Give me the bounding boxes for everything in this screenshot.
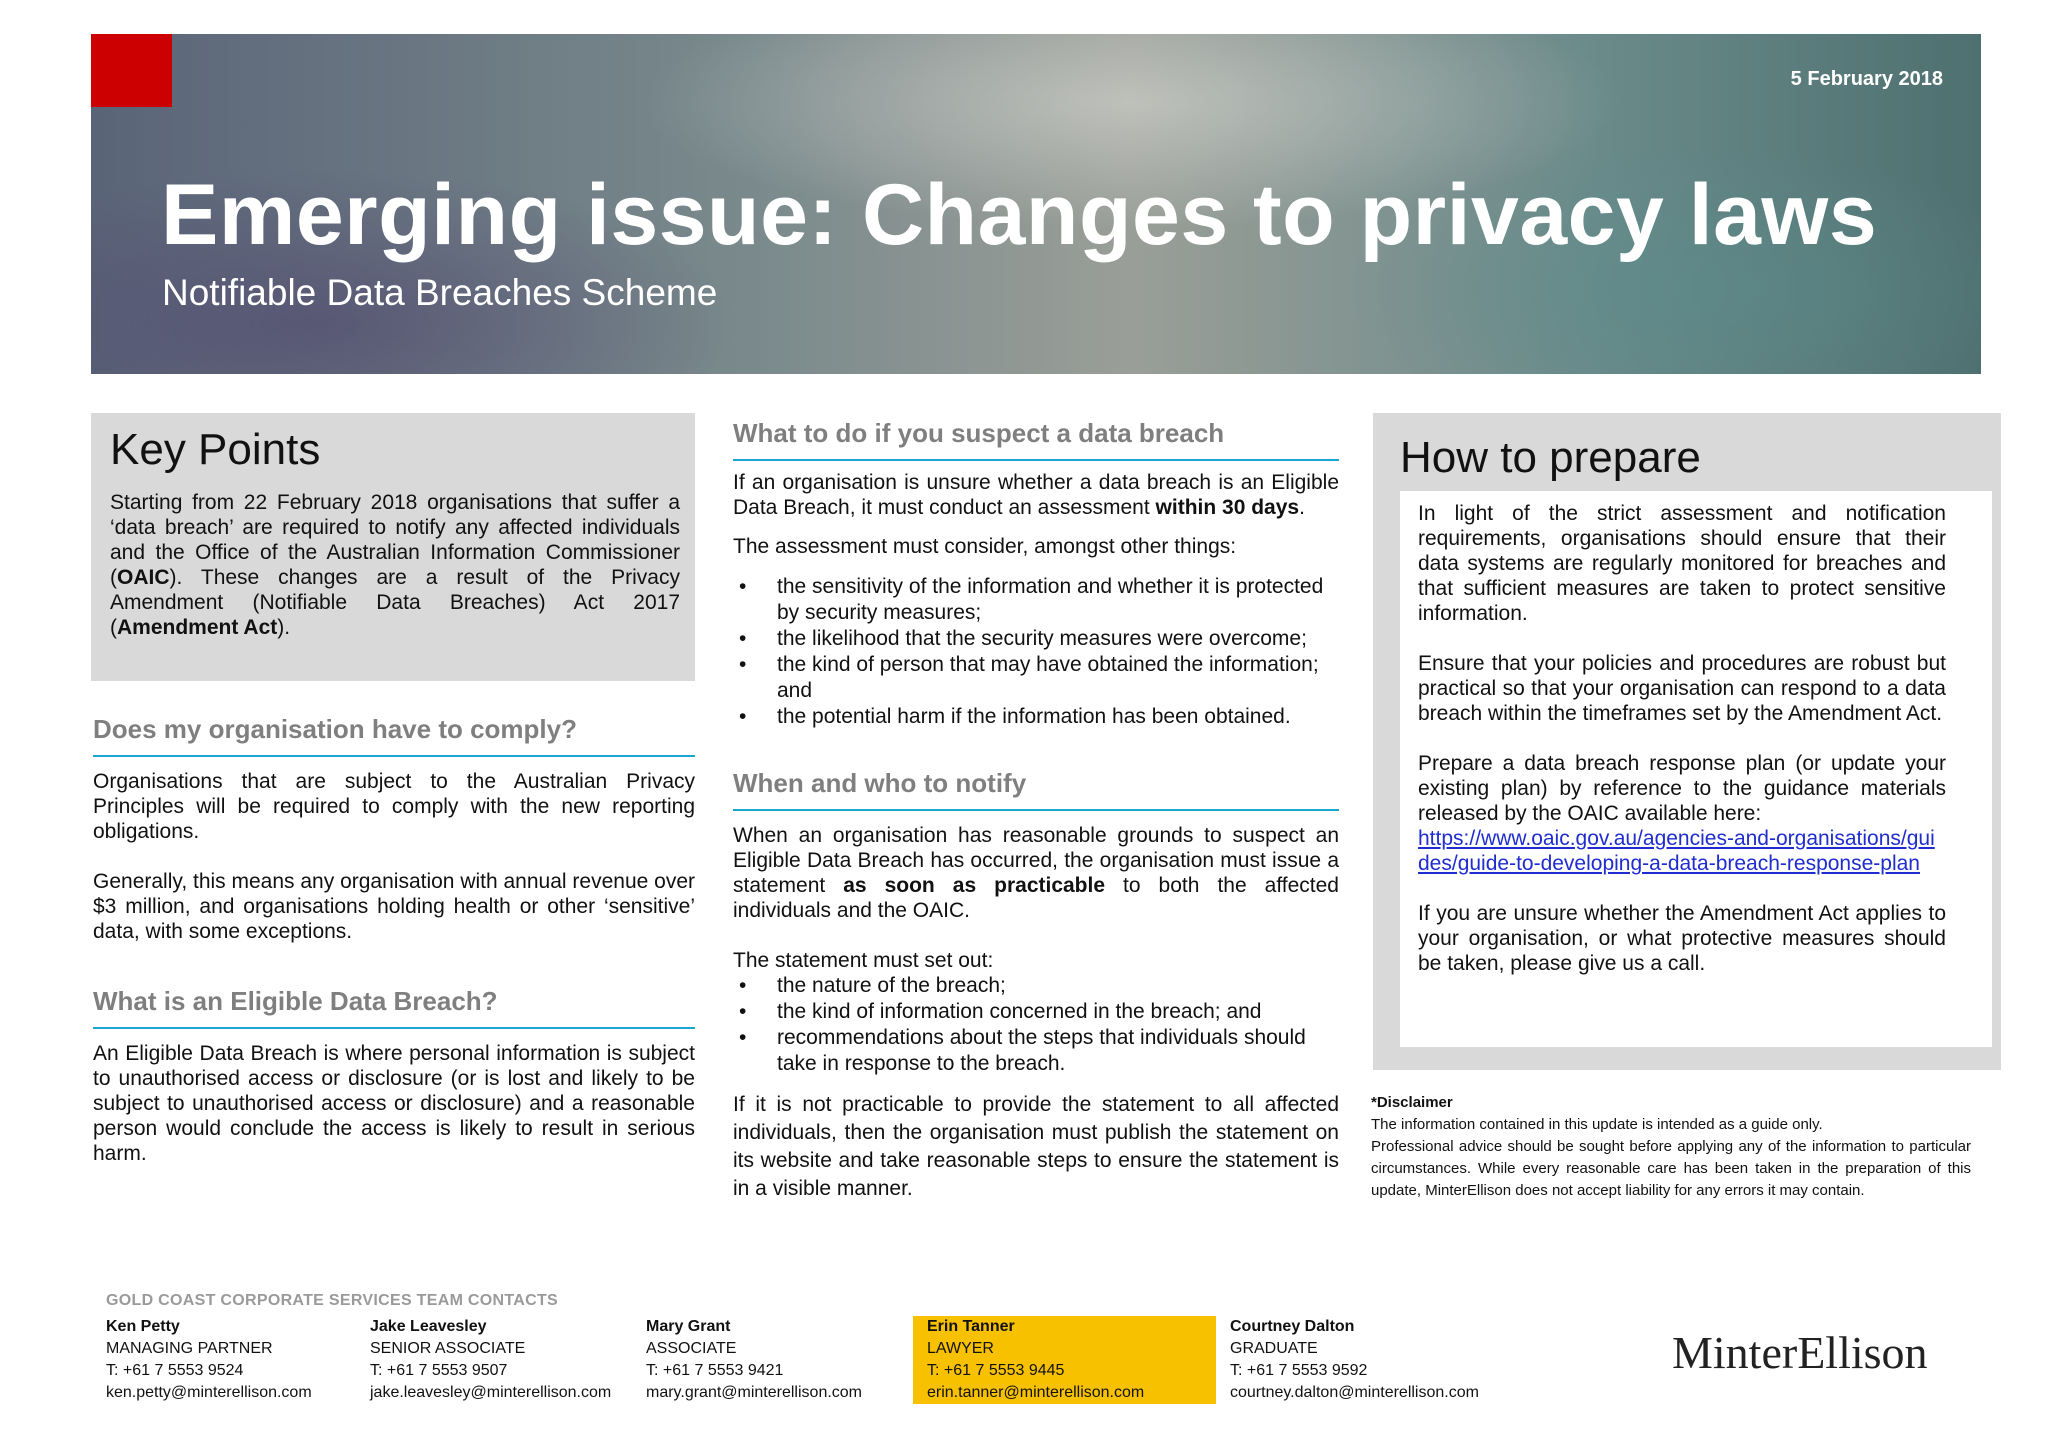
contact-phone: T: +61 7 5553 9524: [106, 1362, 244, 1379]
contact-role: LAWYER: [927, 1340, 994, 1357]
page-title: Emerging issue: Changes to privacy laws: [161, 167, 1878, 263]
contact-role: ASSOCIATE: [646, 1340, 737, 1357]
comply-para-1: Organisations that are subject to the Australian Privacy Principles will be required to comply with the new reporting obligations.: [93, 770, 695, 843]
contact-card-highlighted: [927, 1316, 1144, 1404]
contact-name: Erin Tanner: [927, 1318, 1015, 1335]
suspect-para-2: The assessment must consider, amongst other things:: [733, 535, 1237, 558]
prepare-para-4: If you are unsure whether the Amendment Act applies to your organisation, or what protective measures should be taken, please give us a call.: [1418, 902, 1946, 975]
contact-card: [370, 1316, 611, 1404]
prepare-para-3-text: Prepare a data breach response plan (or update your existing plan) by reference to the guidance materials released by the OAIC available here:: [1418, 752, 1946, 825]
disclaimer-line-2: Professional advice should be sought before applying any of the information to particular circumstances. While every reasonable care has been taken in the preparation of this update, MinterEllison does not accept liability for any errors it may contain.: [1371, 1138, 1971, 1199]
key-points-bold-act: Amendment Act: [117, 616, 278, 639]
notify-para-part: When an organisation has reasonable grounds to suspect an Eligible Data Breach has occurred, the organisation must issue a statement: [733, 824, 1339, 897]
prepare-heading: How to prepare: [1400, 433, 1701, 482]
page-subtitle: Notifiable Data Breaches Scheme: [162, 272, 718, 313]
contact-phone: T: +61 7 5553 9507: [370, 1362, 508, 1379]
contact-card: [1230, 1316, 1479, 1404]
contact-email[interactable]: mary.grant@minterellison.com: [646, 1384, 863, 1401]
notify-para-2: The statement must set out:: [733, 949, 994, 972]
suspect-section: [733, 418, 1339, 730]
list-item: • the potential harm if the information has been obtained.: [733, 704, 1339, 730]
comply-para-2: Generally, this means any organisation with annual revenue over $3 million, and organisations holding health or other ‘sensitive’ data, with some exceptions.: [93, 870, 695, 943]
minterellison-logo: MinterEllison: [1672, 1327, 1928, 1378]
eligible-divider: [93, 1027, 695, 1029]
contact-email[interactable]: courtney.dalton@minterellison.com: [1230, 1384, 1479, 1401]
key-points-bold-oaic: OAIC: [117, 566, 170, 589]
notify-heading: When and who to notify: [733, 768, 1027, 798]
contacts-title: GOLD COAST CORPORATE SERVICES TEAM CONTACTS: [106, 1292, 559, 1309]
key-points-heading: Key Points: [110, 425, 321, 474]
contact-name: Courtney Dalton: [1230, 1318, 1355, 1335]
notify-para-1: [733, 823, 1339, 923]
eligible-section: [93, 986, 695, 1166]
eligible-para: An Eligible Data Breach is where personal information is subject to unauthorised access or disclosure (or is lost and likely to be subject to unauthorised access or disclosure) and a reasonable person would conclude the access is likely to result in serious harm.: [93, 1042, 695, 1165]
prepare-para-2: Ensure that your policies and procedures are robust but practical so that your organisation can respond to a data breach within the timeframes set by the Amendment Act.: [1418, 652, 1946, 725]
key-points-text: [110, 490, 680, 640]
contact-card: [106, 1316, 312, 1404]
key-points-text-part: Starting from 22 February 2018 organisations that suffer a ‘data breach’ are required to notify any affected individuals and the Office of the Australian Information Commissioner (: [110, 491, 680, 589]
key-points-text-part: ). These changes are a result of the Privacy Amendment (Notifiable Data Breaches) Act 2017 (: [110, 566, 680, 639]
suspect-divider: [733, 459, 1339, 461]
brand-red-square: [91, 34, 172, 107]
notify-para-part: to both the affected individuals and the OAIC.: [733, 874, 1339, 922]
comply-section: [93, 714, 695, 944]
disclaimer: [1371, 1092, 1971, 1202]
list-item: • the sensitivity of the information and whether it is protected by security measures;: [733, 574, 1339, 626]
contact-role: GRADUATE: [1230, 1340, 1318, 1357]
oaic-guide-link[interactable]: https://www.oaic.gov.au/agencies-and-organisations/guides/guide-to-developing-a-data-breach-response-plan: [1418, 827, 1935, 875]
notify-para-3: If it is not practicable to provide the statement to all affected individuals, then the organisation must publish the statement on its website and take reasonable steps to ensure the statement is in a visible manner.: [733, 1093, 1339, 1200]
suspect-bold-30-days: within 30 days: [1155, 496, 1300, 519]
contact-name: Jake Leavesley: [370, 1318, 487, 1335]
key-points-box: [91, 413, 695, 681]
contact-role: MANAGING PARTNER: [106, 1340, 273, 1357]
contact-card: [646, 1316, 862, 1404]
list-item: • the kind of person that may have obtained the information; and: [733, 652, 1339, 704]
contact-name: Mary Grant: [646, 1318, 731, 1335]
notify-section: [733, 768, 1339, 1203]
contact-email[interactable]: ken.petty@minterellison.com: [106, 1384, 312, 1401]
key-points-text-part: ).: [277, 616, 291, 639]
contact-email[interactable]: erin.tanner@minterellison.com: [927, 1384, 1145, 1401]
disclaimer-line-1: The information contained in this update is intended as a guide only.: [1371, 1116, 1823, 1133]
comply-heading: Does my organisation have to comply?: [93, 714, 577, 744]
suspect-bullet-list: [733, 574, 1339, 730]
list-item: • the kind of information concerned in the breach; and: [733, 999, 1339, 1025]
prepare-para-3: [1418, 751, 1946, 876]
suspect-para-1: [733, 470, 1339, 520]
prepare-content-panel: [1400, 491, 1992, 1047]
list-item: • the likelihood that the security measures were overcome;: [733, 626, 1339, 652]
suspect-heading: What to do if you suspect a data breach: [733, 418, 1225, 448]
contact-phone: T: +61 7 5553 9592: [1230, 1362, 1368, 1379]
how-to-prepare-box: [1373, 413, 2001, 1070]
suspect-para-part: .: [1299, 496, 1305, 519]
list-item: • the nature of the breach;: [733, 973, 1339, 999]
list-item: • recommendations about the steps that individuals should take in response to the breach.: [733, 1025, 1339, 1077]
contact-name: Ken Petty: [106, 1318, 180, 1335]
notify-bullet-list: [733, 973, 1339, 1077]
notify-divider: [733, 809, 1339, 811]
contact-phone: T: +61 7 5553 9421: [646, 1362, 784, 1379]
notify-bold-asap: as soon as practicable: [843, 874, 1106, 897]
prepare-para-1: In light of the strict assessment and notification requirements, organisations should ensure that their data systems are regularly monitored for breaches and that sufficient measures are taken to protect sensitive information.: [1418, 502, 1946, 625]
header-banner: [91, 34, 1981, 374]
suspect-para-part: If an organisation is unsure whether a data breach is an Eligible Data Breach, it must conduct an assessment: [733, 471, 1339, 519]
eligible-heading: What is an Eligible Data Breach?: [93, 986, 498, 1016]
publication-date: 5 February 2018: [1790, 68, 1943, 90]
comply-divider: [93, 755, 695, 757]
contact-phone: T: +61 7 5553 9445: [927, 1362, 1065, 1379]
contact-role: SENIOR ASSOCIATE: [370, 1340, 526, 1357]
contact-email[interactable]: jake.leavesley@minterellison.com: [370, 1384, 612, 1401]
disclaimer-title: *Disclaimer: [1371, 1094, 1453, 1111]
